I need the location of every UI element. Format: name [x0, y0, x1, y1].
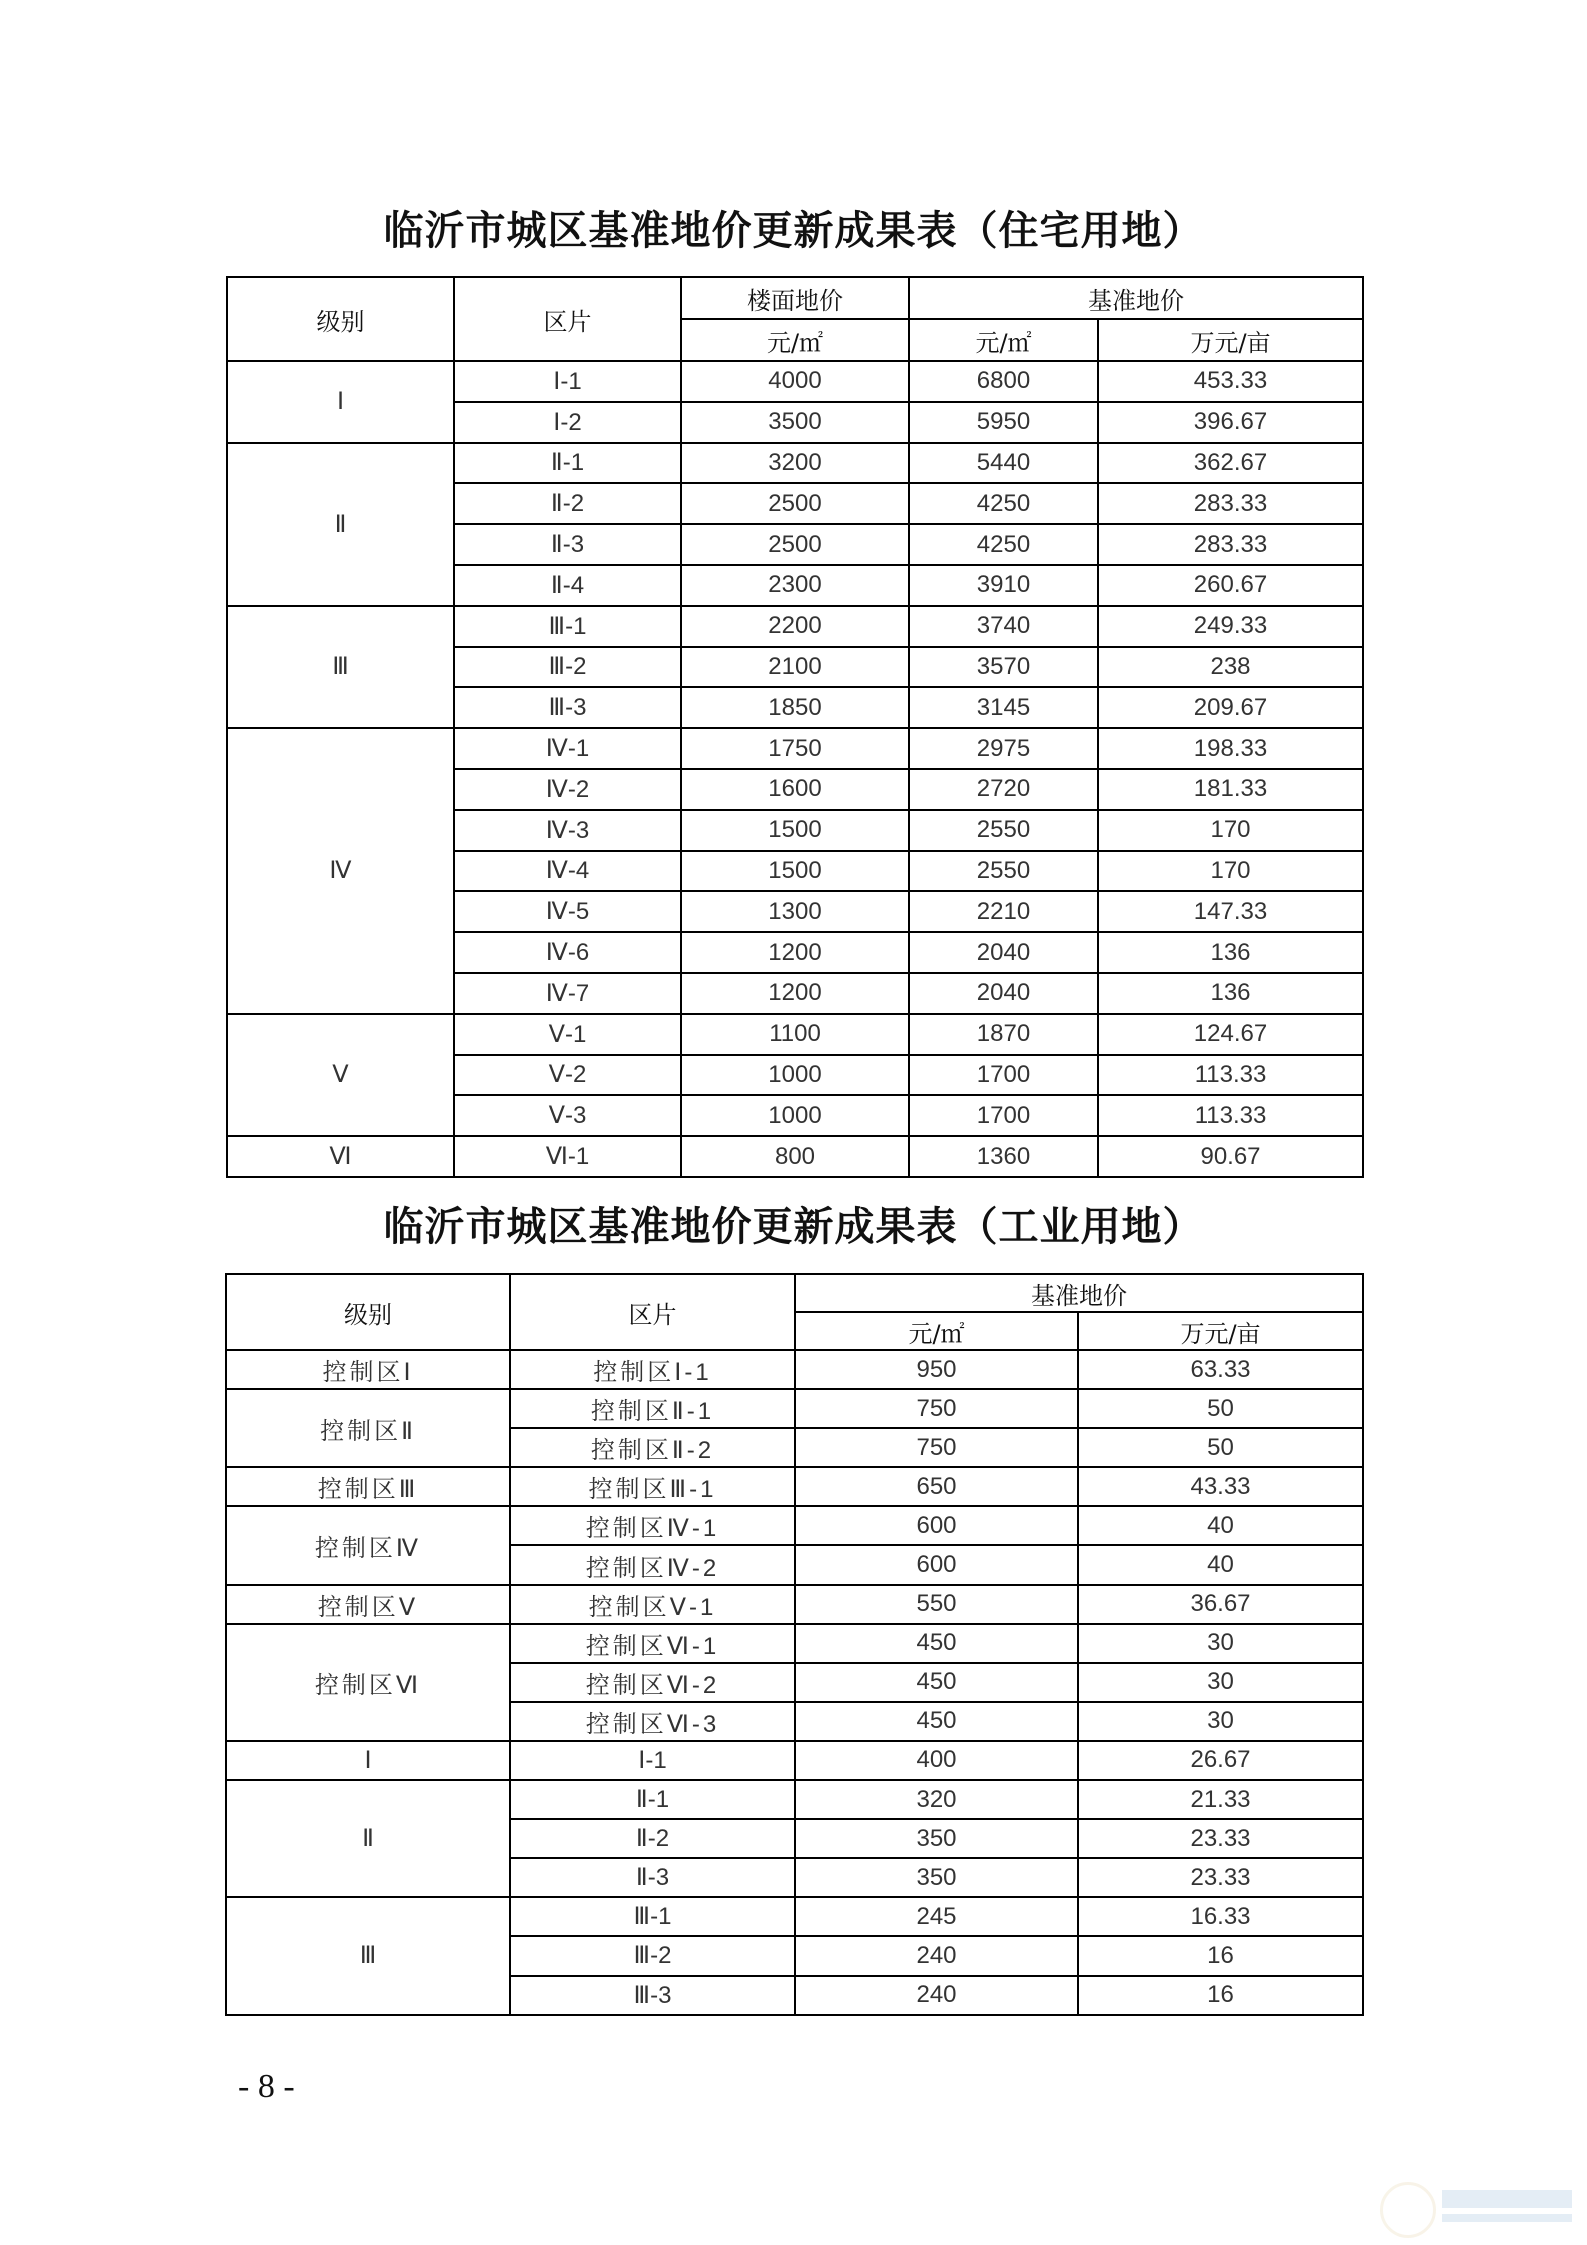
floor-price-cell: 1100: [681, 1014, 909, 1055]
table-row: [227, 1136, 1363, 1177]
benchmark-wan-mu-cell: 30: [1078, 1702, 1363, 1741]
floor-price-cell: 3500: [681, 402, 909, 443]
table-row: [227, 443, 1363, 484]
floor-price-cell: 1300: [681, 891, 909, 932]
table-row: [226, 1585, 1363, 1624]
level-cell: Ⅰ: [227, 361, 454, 443]
header-benchmark-price: 基准地价: [795, 1274, 1363, 1312]
benchmark-yuan-m2-cell: 600: [795, 1545, 1078, 1584]
header-zone: 区片: [454, 277, 681, 361]
level-cell: Ⅱ: [226, 1780, 510, 1897]
zone-cell: 控制区Ⅱ-2: [510, 1428, 795, 1467]
level-cell: 控制区Ⅰ: [226, 1350, 510, 1389]
zone-cell: Ⅴ-1: [454, 1014, 681, 1055]
benchmark-wan-mu-cell: 453.33: [1098, 361, 1363, 402]
header-floor-unit-yuan-m2: 元/㎡: [681, 319, 909, 361]
benchmark-wan-mu-cell: 147.33: [1098, 891, 1363, 932]
page-number: - 8 -: [238, 2068, 295, 2105]
benchmark-yuan-m2-cell: 600: [795, 1506, 1078, 1545]
zone-cell: Ⅳ-1: [454, 728, 681, 769]
benchmark-yuan-m2-cell: 950: [795, 1350, 1078, 1389]
benchmark-wan-mu-cell: 396.67: [1098, 402, 1363, 443]
floor-price-cell: 4000: [681, 361, 909, 402]
zone-cell: Ⅱ-3: [510, 1858, 795, 1897]
benchmark-wan-mu-cell: 283.33: [1098, 483, 1363, 524]
floor-price-cell: 2200: [681, 606, 909, 647]
benchmark-yuan-m2-cell: 1700: [909, 1095, 1098, 1136]
table-row: [226, 1506, 1363, 1545]
benchmark-yuan-m2-cell: 2550: [909, 851, 1098, 892]
zone-cell: Ⅲ-3: [510, 1976, 795, 2015]
watermark-name-mark: [1442, 2190, 1572, 2208]
level-cell: Ⅵ: [227, 1136, 454, 1177]
benchmark-wan-mu-cell: 90.67: [1098, 1136, 1363, 1177]
benchmark-wan-mu-cell: 50: [1078, 1428, 1363, 1467]
zone-cell: Ⅴ-2: [454, 1055, 681, 1096]
header-benchmark-price: 基准地价: [909, 277, 1363, 319]
benchmark-wan-mu-cell: 30: [1078, 1624, 1363, 1663]
benchmark-wan-mu-cell: 260.67: [1098, 565, 1363, 606]
floor-price-cell: 1500: [681, 810, 909, 851]
table-row: [227, 606, 1363, 647]
benchmark-yuan-m2-cell: 2720: [909, 769, 1098, 810]
benchmark-wan-mu-cell: 249.33: [1098, 606, 1363, 647]
zone-cell: Ⅰ-1: [510, 1741, 795, 1780]
table-row: [227, 1014, 1363, 1055]
floor-price-cell: 1200: [681, 932, 909, 973]
floor-price-cell: 2500: [681, 524, 909, 565]
benchmark-wan-mu-cell: 362.67: [1098, 443, 1363, 484]
benchmark-wan-mu-cell: 113.33: [1098, 1055, 1363, 1096]
benchmark-yuan-m2-cell: 5950: [909, 402, 1098, 443]
level-cell: 控制区Ⅱ: [226, 1389, 510, 1467]
benchmark-yuan-m2-cell: 2040: [909, 932, 1098, 973]
benchmark-wan-mu-cell: 21.33: [1078, 1780, 1363, 1819]
industrial-table-title: 临沂市城区基准地价更新成果表（工业用地）: [383, 1203, 1204, 1250]
benchmark-yuan-m2-cell: 240: [795, 1936, 1078, 1975]
benchmark-yuan-m2-cell: 350: [795, 1819, 1078, 1858]
zone-cell: Ⅵ-1: [454, 1136, 681, 1177]
benchmark-yuan-m2-cell: 1360: [909, 1136, 1098, 1177]
watermark-url-mark: [1442, 2214, 1572, 2222]
zone-cell: Ⅲ-2: [454, 647, 681, 688]
benchmark-yuan-m2-cell: 2040: [909, 973, 1098, 1014]
benchmark-yuan-m2-cell: 245: [795, 1897, 1078, 1936]
zone-cell: Ⅳ-3: [454, 810, 681, 851]
benchmark-wan-mu-cell: 283.33: [1098, 524, 1363, 565]
level-cell: 控制区Ⅵ: [226, 1624, 510, 1741]
zone-cell: 控制区Ⅵ-2: [510, 1663, 795, 1702]
benchmark-yuan-m2-cell: 750: [795, 1389, 1078, 1428]
residential-table-title: 临沂市城区基准地价更新成果表（住宅用地）: [383, 207, 1204, 254]
residential-land-price-table: [226, 276, 1364, 1178]
header-level: 级别: [226, 1274, 510, 1350]
benchmark-yuan-m2-cell: 4250: [909, 483, 1098, 524]
benchmark-wan-mu-cell: 181.33: [1098, 769, 1363, 810]
header-unit-wan-mu: 万元/亩: [1078, 1312, 1363, 1350]
level-cell: Ⅴ: [227, 1014, 454, 1136]
benchmark-wan-mu-cell: 209.67: [1098, 687, 1363, 728]
table-row: [226, 1624, 1363, 1663]
zone-cell: Ⅳ-6: [454, 932, 681, 973]
header-floor-price: 楼面地价: [681, 277, 909, 319]
benchmark-yuan-m2-cell: 650: [795, 1467, 1078, 1506]
benchmark-wan-mu-cell: 23.33: [1078, 1858, 1363, 1897]
benchmark-wan-mu-cell: 23.33: [1078, 1819, 1363, 1858]
zone-cell: 控制区Ⅳ-2: [510, 1545, 795, 1584]
benchmark-yuan-m2-cell: 4250: [909, 524, 1098, 565]
zone-cell: Ⅱ-3: [454, 524, 681, 565]
benchmark-wan-mu-cell: 113.33: [1098, 1095, 1363, 1136]
watermark-emblem: [1380, 2182, 1436, 2238]
zone-cell: Ⅱ-2: [510, 1819, 795, 1858]
level-cell: Ⅱ: [227, 443, 454, 606]
benchmark-wan-mu-cell: 40: [1078, 1506, 1363, 1545]
benchmark-wan-mu-cell: 40: [1078, 1545, 1363, 1584]
benchmark-wan-mu-cell: 136: [1098, 932, 1363, 973]
zone-cell: Ⅰ-2: [454, 402, 681, 443]
benchmark-wan-mu-cell: 16: [1078, 1936, 1363, 1975]
site-logo-icon: [1380, 2178, 1580, 2238]
benchmark-wan-mu-cell: 26.67: [1078, 1741, 1363, 1780]
zone-cell: Ⅱ-2: [454, 483, 681, 524]
level-cell: Ⅰ: [226, 1741, 510, 1780]
benchmark-wan-mu-cell: 50: [1078, 1389, 1363, 1428]
zone-cell: 控制区Ⅵ-1: [510, 1624, 795, 1663]
benchmark-wan-mu-cell: 63.33: [1078, 1350, 1363, 1389]
zone-cell: Ⅱ-1: [454, 443, 681, 484]
zone-cell: Ⅲ-2: [510, 1936, 795, 1975]
zone-cell: 控制区Ⅴ-1: [510, 1585, 795, 1624]
zone-cell: Ⅳ-5: [454, 891, 681, 932]
zone-cell: Ⅳ-7: [454, 973, 681, 1014]
benchmark-wan-mu-cell: 30: [1078, 1663, 1363, 1702]
table-row: [226, 1741, 1363, 1780]
level-cell: Ⅲ: [226, 1897, 510, 2014]
benchmark-yuan-m2-cell: 3570: [909, 647, 1098, 688]
benchmark-wan-mu-cell: 238: [1098, 647, 1363, 688]
level-cell: Ⅳ: [227, 728, 454, 1014]
zone-cell: Ⅲ-1: [510, 1897, 795, 1936]
level-cell: 控制区Ⅲ: [226, 1467, 510, 1506]
benchmark-yuan-m2-cell: 5440: [909, 443, 1098, 484]
benchmark-yuan-m2-cell: 6800: [909, 361, 1098, 402]
table-row: [226, 1389, 1363, 1428]
benchmark-wan-mu-cell: 36.67: [1078, 1585, 1363, 1624]
zone-cell: 控制区Ⅵ-3: [510, 1702, 795, 1741]
industrial-land-price-table: [225, 1273, 1364, 2016]
benchmark-wan-mu-cell: 170: [1098, 810, 1363, 851]
benchmark-wan-mu-cell: 16: [1078, 1976, 1363, 2015]
benchmark-wan-mu-cell: 136: [1098, 973, 1363, 1014]
benchmark-wan-mu-cell: 170: [1098, 851, 1363, 892]
benchmark-wan-mu-cell: 198.33: [1098, 728, 1363, 769]
floor-price-cell: 2100: [681, 647, 909, 688]
benchmark-yuan-m2-cell: 3910: [909, 565, 1098, 606]
zone-cell: Ⅲ-1: [454, 606, 681, 647]
floor-price-cell: 3200: [681, 443, 909, 484]
zone-cell: Ⅱ-1: [510, 1780, 795, 1819]
benchmark-yuan-m2-cell: 1700: [909, 1055, 1098, 1096]
floor-price-cell: 1850: [681, 687, 909, 728]
benchmark-yuan-m2-cell: 240: [795, 1976, 1078, 2015]
zone-cell: 控制区Ⅳ-1: [510, 1506, 795, 1545]
zone-cell: Ⅰ-1: [454, 361, 681, 402]
header-benchmark-unit-wan-mu: 万元/亩: [1098, 319, 1363, 361]
benchmark-yuan-m2-cell: 450: [795, 1663, 1078, 1702]
industrial-table-body: [226, 1350, 1363, 2015]
zone-cell: Ⅱ-4: [454, 565, 681, 606]
benchmark-yuan-m2-cell: 1870: [909, 1014, 1098, 1055]
level-cell: 控制区Ⅳ: [226, 1506, 510, 1584]
floor-price-cell: 1000: [681, 1095, 909, 1136]
floor-price-cell: 1750: [681, 728, 909, 769]
benchmark-yuan-m2-cell: 450: [795, 1624, 1078, 1663]
residential-table-body: [227, 361, 1363, 1177]
zone-cell: Ⅳ-2: [454, 769, 681, 810]
header-unit-yuan-m2: 元/㎡: [795, 1312, 1078, 1350]
header-zone: 区片: [510, 1274, 795, 1350]
floor-price-cell: 1500: [681, 851, 909, 892]
benchmark-yuan-m2-cell: 400: [795, 1741, 1078, 1780]
level-cell: Ⅲ: [227, 606, 454, 728]
zone-cell: 控制区Ⅲ-1: [510, 1467, 795, 1506]
level-cell: 控制区Ⅴ: [226, 1585, 510, 1624]
table-row: [227, 728, 1363, 769]
zone-cell: 控制区Ⅰ-1: [510, 1350, 795, 1389]
floor-price-cell: 2300: [681, 565, 909, 606]
zone-cell: 控制区Ⅱ-1: [510, 1389, 795, 1428]
table-row: [226, 1350, 1363, 1389]
table-row: [226, 1780, 1363, 1819]
benchmark-yuan-m2-cell: 450: [795, 1702, 1078, 1741]
benchmark-yuan-m2-cell: 550: [795, 1585, 1078, 1624]
benchmark-yuan-m2-cell: 350: [795, 1858, 1078, 1897]
zone-cell: Ⅲ-3: [454, 687, 681, 728]
floor-price-cell: 800: [681, 1136, 909, 1177]
table-row: [226, 1897, 1363, 1936]
benchmark-yuan-m2-cell: 750: [795, 1428, 1078, 1467]
table-row: [227, 361, 1363, 402]
benchmark-wan-mu-cell: 43.33: [1078, 1467, 1363, 1506]
benchmark-yuan-m2-cell: 2550: [909, 810, 1098, 851]
zone-cell: Ⅴ-3: [454, 1095, 681, 1136]
benchmark-yuan-m2-cell: 2975: [909, 728, 1098, 769]
floor-price-cell: 1200: [681, 973, 909, 1014]
benchmark-wan-mu-cell: 16.33: [1078, 1897, 1363, 1936]
floor-price-cell: 2500: [681, 483, 909, 524]
header-benchmark-unit-yuan-m2: 元/㎡: [909, 319, 1098, 361]
benchmark-yuan-m2-cell: 3740: [909, 606, 1098, 647]
benchmark-yuan-m2-cell: 3145: [909, 687, 1098, 728]
table-row: [226, 1467, 1363, 1506]
zone-cell: Ⅳ-4: [454, 851, 681, 892]
header-level: 级别: [227, 277, 454, 361]
floor-price-cell: 1600: [681, 769, 909, 810]
benchmark-yuan-m2-cell: 320: [795, 1780, 1078, 1819]
floor-price-cell: 1000: [681, 1055, 909, 1096]
benchmark-yuan-m2-cell: 2210: [909, 891, 1098, 932]
benchmark-wan-mu-cell: 124.67: [1098, 1014, 1363, 1055]
